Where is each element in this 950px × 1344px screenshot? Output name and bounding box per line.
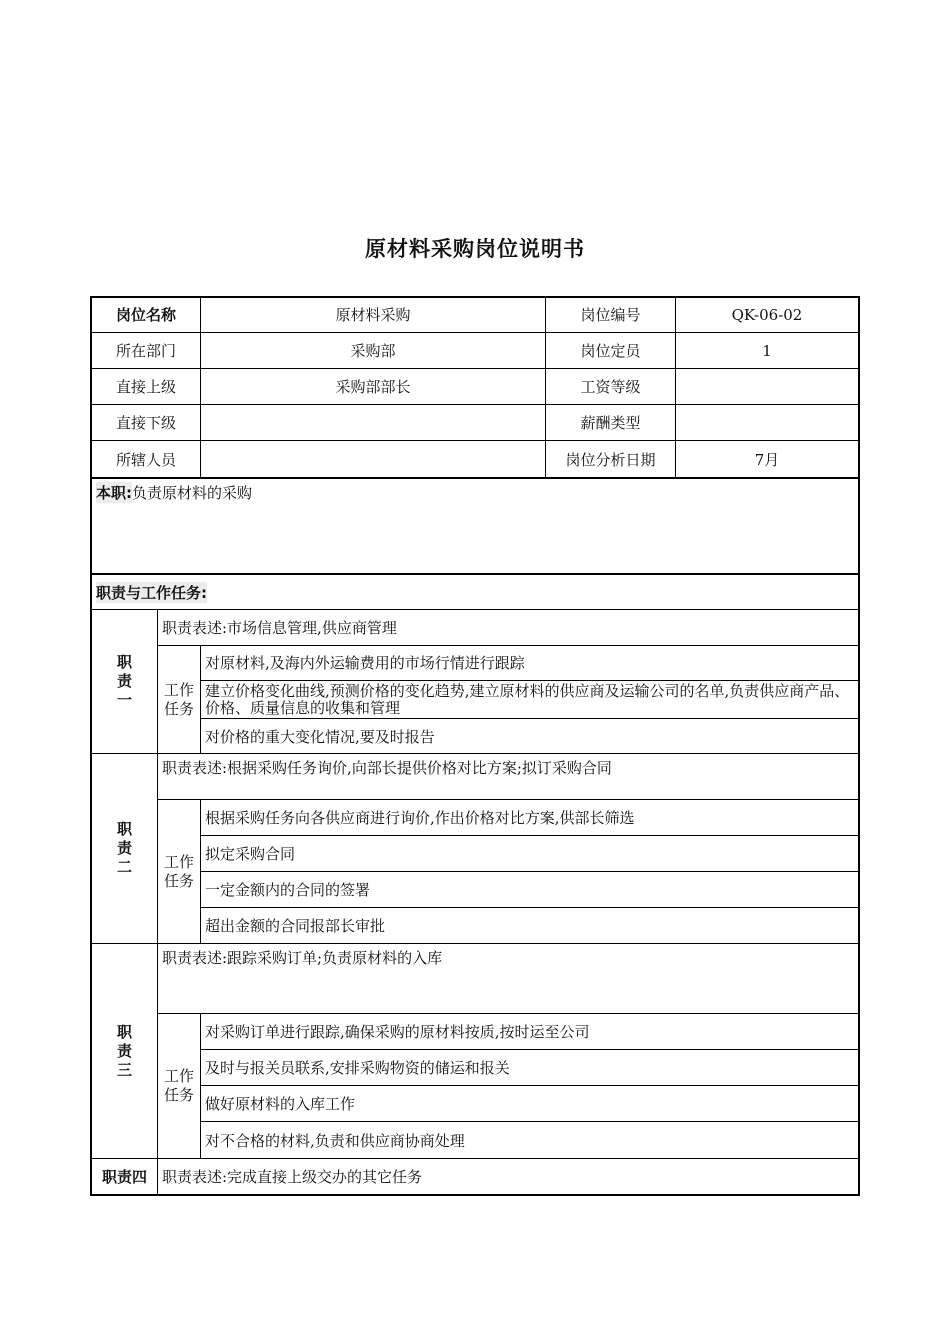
main-duty-label: 本职: bbox=[96, 483, 132, 502]
duty-2-label bbox=[92, 754, 157, 943]
info-value-pay-type bbox=[676, 405, 858, 440]
document-title: 原材料采购岗位说明书 bbox=[365, 237, 585, 261]
main-duty-text: 负责原材料的采购 bbox=[132, 483, 253, 502]
duty-1-description: 职责表述:市场信息管理,供应商管理 bbox=[162, 619, 397, 637]
info-label-headcount: 岗位定员 bbox=[580, 342, 641, 360]
duty-2-task-3: 一定金额内的合同的签署 bbox=[205, 881, 371, 899]
duty-3-task-label: 工作 任务 bbox=[163, 1067, 194, 1104]
duty-2-task-4: 超出金额的合同报部长审批 bbox=[205, 917, 386, 935]
duty-3-name: 职 责 三 bbox=[116, 1022, 132, 1079]
info-value-salary-grade bbox=[676, 369, 858, 404]
info-label-pay-type: 薪酬类型 bbox=[580, 414, 641, 432]
duty-4-description: 职责表述:完成直接上级交办的其它任务 bbox=[162, 1168, 423, 1186]
duties-header bbox=[92, 575, 858, 609]
info-label-direct-subordinate: 直接下级 bbox=[115, 414, 176, 432]
duty-3-label bbox=[92, 944, 157, 1158]
duty-1-task-label: 工作 任务 bbox=[163, 680, 194, 718]
info-label-analysis-date: 岗位分析日期 bbox=[565, 450, 656, 469]
info-label-department: 所在部门 bbox=[115, 342, 176, 360]
info-label-position-code: 岗位编号 bbox=[580, 306, 641, 324]
duty-1-name: 职 责 一 bbox=[116, 653, 132, 709]
duty-4-label: 职责四 bbox=[101, 1168, 147, 1186]
info-value-staff bbox=[201, 441, 545, 477]
info-label-staff: 所辖人员 bbox=[115, 450, 176, 469]
duty-1-label bbox=[92, 610, 157, 753]
duty-2-description: 职责表述:根据采购任务询价,向部长提供价格对比方案;拟订采购合同 bbox=[162, 759, 612, 777]
duty-2-task-1: 根据采购任务向各供应商进行询价,作出价格对比方案,供部长筛选 bbox=[205, 809, 635, 827]
info-value-analysis-date: 7月 bbox=[754, 450, 780, 469]
info-value-position-name: 原材料采购 bbox=[335, 306, 411, 324]
info-value-headcount: 1 bbox=[762, 341, 772, 360]
info-label-salary-grade: 工资等级 bbox=[580, 378, 641, 396]
duty-3-task-1: 对采购订单进行跟踪,确保采购的原材料按质,按时运至公司 bbox=[205, 1023, 590, 1041]
main-duty-row bbox=[92, 481, 858, 503]
info-value-position-code: QK-06-02 bbox=[731, 305, 803, 324]
duty-2-task-label: 工作 任务 bbox=[163, 852, 194, 890]
info-value-direct-superior: 采购部部长 bbox=[335, 378, 411, 396]
duty-3-task-4: 对不合格的材料,负责和供应商协商处理 bbox=[205, 1131, 465, 1150]
info-value-direct-subordinate bbox=[201, 405, 545, 440]
info-label-position-name: 岗位名称 bbox=[115, 306, 176, 324]
duty-3-task-2: 及时与报关员联系,安排采购物资的储运和报关 bbox=[205, 1059, 510, 1077]
info-value-department: 采购部 bbox=[350, 342, 396, 360]
duty-3-task-3: 做好原材料的入库工作 bbox=[205, 1095, 356, 1113]
info-label-direct-superior: 直接上级 bbox=[115, 378, 176, 396]
duty-1-task-2: 建立价格变化曲线,预测价格的变化趋势,建立原材料的供应商及运输公司的名单,负责供应商产品、价格、质量信息的收集和管理 bbox=[205, 681, 850, 717]
duty-1-task-1: 对原材料,及海内外运输费用的市场行情进行跟踪 bbox=[205, 654, 525, 672]
duties-header-text: 职责与工作任务: bbox=[96, 583, 207, 602]
duty-2-task-2: 拟定采购合同 bbox=[205, 845, 296, 863]
duty-3-description: 职责表述:跟踪采购订单;负责原材料的入库 bbox=[162, 949, 443, 967]
duty-2-name: 职 责 二 bbox=[116, 820, 132, 876]
duty-1-task-3: 对价格的重大变化情况,要及时报告 bbox=[205, 727, 435, 746]
